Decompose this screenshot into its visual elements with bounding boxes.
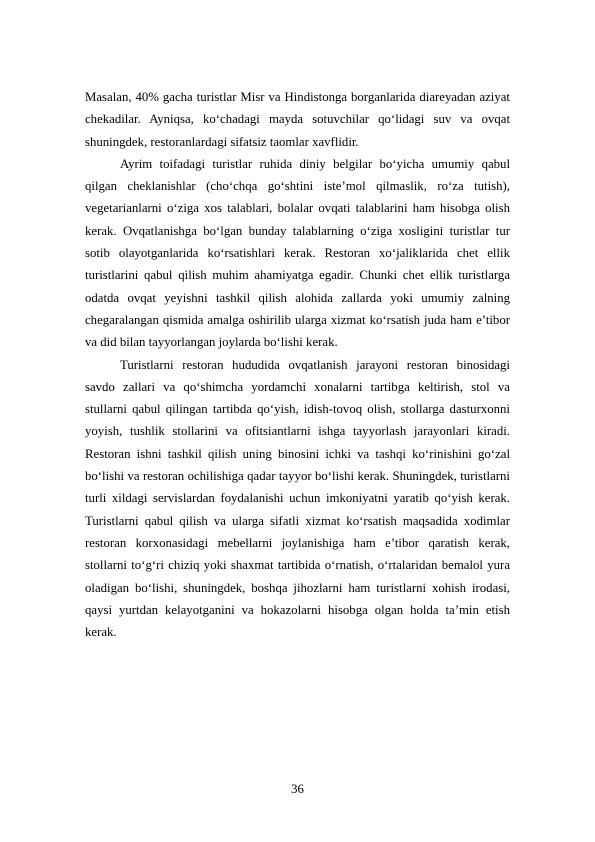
paragraph-2: Ayrim toifadagi turistlar ruhida diniy belgilar bo‘yicha umumiy qabul qilgan cheklanishlar (cho‘chqa go‘shtini iste’mol qilmaslik, ro‘za tutish), vegetarianlarni o‘ziga xos talablari, bolalar ovqati talablarini ham hisobga olish kerak. Ovqatlanishga bo‘lgan bunday talablarning o‘ziga xosligini turistlar tur sotib olayotganlarida ko‘rsatishlari kerak. Restoran xo‘jaliklarida chet ellik turistlarini qabul qilish muhim ahamiyatga egadir. Chunki chet ellik turistlarga odatda ovqat yeyishni tashkil qilish alohida zallarda yoki umumiy zalning chegaralangan qismida amalga oshirilib ularga xizmat ko‘rsatish juda ham e’tibor va did bilan tayyorlangan joylarda bo‘lishi kerak.	[85, 156, 510, 350]
paragraph-1: Masalan, 40% gacha turistlar Misr va Hindistonga borganlarida diareyadan aziyat chekadilar. Ayniqsa, ko‘chadagi mayda sotuvchilar qo‘lidagi suv va ovqat shuningdek, restoranlardagi sifatsiz taomlar xavflidir.	[85, 90, 510, 149]
paragraph-3: Turistlarni restoran hududida ovqatlanish jarayoni restoran binosidagi savdo zallari va qo‘shimcha yordamchi xonalarni tartibga keltirish, stol va stullarni qabul qilingan tartibda qo‘yish, idish-tovoq olish, stollarga dasturxonni yoyish, tushlik stollarini va ofitsiantlarni ishga tayyorlash jarayonlari kiradi. Restoran ishni tashkil qilish uning binosini ichki va tashqi ko‘rinishini go‘zal bo‘lishi va restoran ochilishiga qadar tayyor bo‘lishi kerak. Shuningdek, turistlarni turli xildagi servislardan foydalanishi uchun imkoniyatni yaratib qo‘yish kerak. Turistlarni qabul qilish va ularga sifatli xizmat ko‘rsatish maqsadida xodimlar restoran korxonasidagi mebellarni joylanishiga ham e’tibor qaratish kerak, stollarni to‘g‘ri chiziq yoki shaxmat tartibida o‘rnatish, o‘rtalaridan bemalol yura oladigan bo‘lishi, shuningdek, boshqa jihozlarni ham turistlarni xohish irodasi, qaysi yurtdan kelayotganini va hokazolarni hisobga olgan holda ta’min etish kerak.	[85, 357, 510, 640]
body-text	[85, 86, 510, 643]
page-number: 36	[291, 782, 304, 796]
